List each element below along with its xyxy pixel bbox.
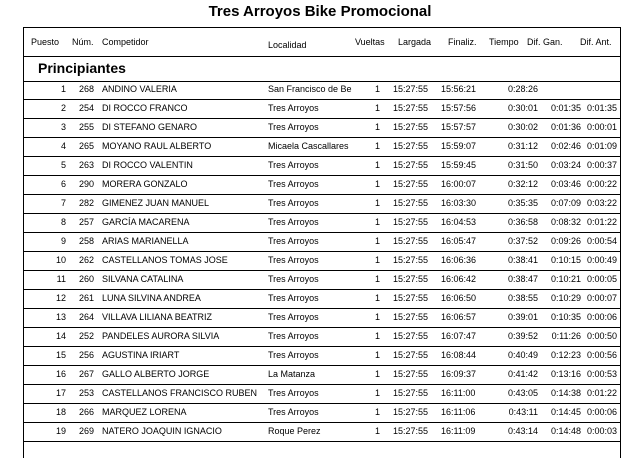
cell-number: 263 <box>78 160 94 170</box>
cell-finish: 15:56:21 <box>441 84 477 94</box>
cell-position: 18 <box>55 407 66 417</box>
table-row <box>24 176 620 195</box>
cell-gap-winner: 0:10:15 <box>550 255 581 265</box>
cell-number: 256 <box>78 350 94 360</box>
cell-laps: 1 <box>374 312 380 322</box>
cell-gap-winner: 0:01:35 <box>550 103 581 113</box>
cell-laps: 1 <box>374 274 380 284</box>
cell-start: 15:27:55 <box>393 331 429 341</box>
cell-locality: Tres Arroyos <box>268 179 319 189</box>
cell-competitor: LUNA SILVINA ANDREA <box>102 293 201 303</box>
cell-locality: Tres Arroyos <box>268 103 319 113</box>
cell-position: 8 <box>60 217 66 227</box>
table-row <box>24 328 620 347</box>
cell-laps: 1 <box>374 122 380 132</box>
cell-competitor: CASTELLANOS TOMAS JOSE <box>102 255 228 265</box>
cell-number: 265 <box>78 141 94 151</box>
cell-position: 15 <box>55 350 66 360</box>
cell-competitor: GIMENEZ JUAN MANUEL <box>102 198 210 208</box>
cell-number: 269 <box>78 426 94 436</box>
cell-time: 0:41:42 <box>507 369 538 379</box>
header-time: Tiempo <box>489 37 519 47</box>
cell-gap-previous: 0:01:09 <box>586 141 617 151</box>
cell-laps: 1 <box>374 236 380 246</box>
cell-start: 15:27:55 <box>393 236 429 246</box>
cell-finish: 15:57:56 <box>441 103 477 113</box>
cell-gap-previous: 0:00:56 <box>586 350 617 360</box>
cell-start: 15:27:55 <box>393 84 429 94</box>
cell-time: 0:38:47 <box>507 274 538 284</box>
table-row <box>24 233 620 252</box>
cell-locality: Micaela Cascallares <box>268 141 349 151</box>
cell-number: 268 <box>78 84 94 94</box>
cell-locality: Tres Arroyos <box>268 217 319 227</box>
cell-time: 0:30:02 <box>507 122 538 132</box>
table-row <box>24 271 620 290</box>
cell-locality: Roque Perez <box>268 426 321 436</box>
cell-start: 15:27:55 <box>393 426 429 436</box>
cell-finish: 15:59:45 <box>441 160 477 170</box>
cell-locality: San Francisco de Be <box>268 84 352 94</box>
cell-time: 0:40:49 <box>507 350 538 360</box>
cell-time: 0:39:01 <box>507 312 538 322</box>
cell-gap-previous: 0:00:06 <box>586 312 617 322</box>
cell-gap-previous: 0:00:54 <box>586 236 617 246</box>
cell-time: 0:31:12 <box>507 141 538 151</box>
cell-start: 15:27:55 <box>393 160 429 170</box>
table-row <box>24 119 620 138</box>
cell-position: 12 <box>55 293 66 303</box>
header-competitor: Competidor <box>102 37 149 47</box>
cell-laps: 1 <box>374 331 380 341</box>
results-table <box>23 27 621 458</box>
cell-position: 11 <box>56 274 66 284</box>
cell-competitor: NATERO JOAQUIN IGNACIO <box>102 426 222 436</box>
category-label: Principiantes <box>38 60 126 76</box>
cell-time: 0:32:12 <box>507 179 538 189</box>
cell-laps: 1 <box>374 198 380 208</box>
cell-position: 4 <box>60 141 66 151</box>
cell-position: 3 <box>60 122 66 132</box>
cell-laps: 1 <box>374 217 380 227</box>
cell-laps: 1 <box>374 407 380 417</box>
cell-number: 254 <box>78 103 94 113</box>
cell-finish: 15:57:57 <box>441 122 477 132</box>
cell-gap-winner: 0:09:26 <box>550 236 581 246</box>
cell-gap-winner: 0:10:21 <box>550 274 581 284</box>
cell-position: 19 <box>55 426 66 436</box>
cell-locality: Tres Arroyos <box>268 312 319 322</box>
cell-laps: 1 <box>374 293 380 303</box>
table-row <box>24 366 620 385</box>
cell-gap-previous: 0:03:22 <box>586 198 617 208</box>
table-row <box>24 404 620 423</box>
cell-locality: Tres Arroyos <box>268 255 319 265</box>
header-number: Núm. <box>72 37 94 47</box>
cell-gap-winner: 0:11:26 <box>551 331 581 341</box>
cell-finish: 16:09:37 <box>441 369 477 379</box>
cell-gap-previous: 0:00:22 <box>586 179 617 189</box>
cell-laps: 1 <box>374 160 380 170</box>
cell-time: 0:43:14 <box>507 426 538 436</box>
cell-position: 13 <box>55 312 66 322</box>
cell-gap-previous: 0:00:07 <box>586 293 617 303</box>
cell-finish: 16:05:47 <box>441 236 477 246</box>
cell-start: 15:27:55 <box>393 369 429 379</box>
cell-competitor: VILLAVA LILIANA BEATRIZ <box>102 312 213 322</box>
cell-competitor: MORERA GONZALO <box>102 179 188 189</box>
table-body <box>24 81 620 442</box>
cell-time: 0:39:52 <box>507 331 538 341</box>
cell-locality: Tres Arroyos <box>268 350 319 360</box>
cell-start: 15:27:55 <box>393 388 429 398</box>
cell-gap-previous: 0:00:49 <box>586 255 617 265</box>
cell-finish: 16:06:42 <box>441 274 477 284</box>
cell-time: 0:31:50 <box>507 160 538 170</box>
cell-finish: 16:03:30 <box>441 198 477 208</box>
cell-gap-previous: 0:00:05 <box>586 274 617 284</box>
cell-locality: Tres Arroyos <box>268 407 319 417</box>
cell-time: 0:43:11 <box>508 407 538 417</box>
header-gap-previous: Dif. Ant. <box>580 37 612 47</box>
table-row <box>24 385 620 404</box>
cell-competitor: DI STEFANO GENARO <box>102 122 198 132</box>
table-row <box>24 290 620 309</box>
cell-position: 6 <box>60 179 66 189</box>
cell-gap-winner: 0:14:38 <box>550 388 581 398</box>
category-heading <box>24 56 620 82</box>
cell-competitor: GALLO ALBERTO JORGE <box>102 369 210 379</box>
cell-gap-winner: 0:12:23 <box>550 350 581 360</box>
cell-number: 255 <box>78 122 94 132</box>
cell-locality: Tres Arroyos <box>268 160 319 170</box>
cell-start: 15:27:55 <box>393 103 429 113</box>
header-gap-winner: Dif. Gan. <box>527 37 563 47</box>
cell-gap-winner: 0:13:16 <box>550 369 581 379</box>
cell-start: 15:27:55 <box>393 217 429 227</box>
cell-competitor: DI ROCCO VALENTIN <box>102 160 193 170</box>
cell-locality: Tres Arroyos <box>268 388 319 398</box>
cell-position: 1 <box>60 84 66 94</box>
cell-position: 16 <box>55 369 66 379</box>
table-row <box>24 423 620 442</box>
cell-gap-previous: 0:01:35 <box>586 103 617 113</box>
cell-laps: 1 <box>374 179 380 189</box>
cell-number: 266 <box>78 407 94 417</box>
cell-gap-winner: 0:08:32 <box>550 217 581 227</box>
cell-competitor: GARCÍA MACARENA <box>102 217 190 227</box>
cell-competitor: AGUSTINA IRIART <box>102 350 180 360</box>
cell-time: 0:30:01 <box>507 103 538 113</box>
cell-laps: 1 <box>374 141 380 151</box>
cell-start: 15:27:55 <box>393 198 429 208</box>
table-row <box>24 347 620 366</box>
cell-finish: 15:59:07 <box>441 141 477 151</box>
cell-gap-winner: 0:03:46 <box>550 179 581 189</box>
table-header <box>24 28 620 56</box>
table-row <box>24 157 620 176</box>
header-start: Largada <box>398 37 432 47</box>
cell-laps: 1 <box>374 426 380 436</box>
cell-position: 9 <box>60 236 66 246</box>
cell-locality: Tres Arroyos <box>268 274 319 284</box>
cell-gap-previous: 0:00:06 <box>586 407 617 417</box>
cell-laps: 1 <box>374 103 380 113</box>
cell-start: 15:27:55 <box>393 141 429 151</box>
cell-gap-winner: 0:03:24 <box>550 160 581 170</box>
cell-gap-winner: 0:14:48 <box>550 426 581 436</box>
header-laps: Vueltas <box>355 37 385 47</box>
cell-competitor: ARIAS MARIANELLA <box>102 236 189 246</box>
cell-start: 15:27:55 <box>393 122 429 132</box>
cell-finish: 16:11:09 <box>441 426 476 436</box>
cell-time: 0:37:52 <box>507 236 538 246</box>
cell-number: 261 <box>78 293 94 303</box>
cell-number: 267 <box>78 369 94 379</box>
table-row <box>24 195 620 214</box>
cell-gap-previous: 0:00:53 <box>586 369 617 379</box>
cell-gap-winner: 0:01:36 <box>550 122 581 132</box>
page-title: Tres Arroyos Bike Promocional <box>208 3 432 20</box>
table-row <box>24 100 620 119</box>
table-row <box>24 81 620 100</box>
cell-gap-winner: 0:10:29 <box>550 293 581 303</box>
cell-competitor: MOYANO RAUL ALBERTO <box>102 141 212 151</box>
cell-competitor: PANDELES AURORA SILVIA <box>102 331 220 341</box>
cell-finish: 16:06:36 <box>441 255 477 265</box>
cell-locality: La Matanza <box>268 369 316 379</box>
cell-finish: 16:06:50 <box>441 293 477 303</box>
cell-competitor: MARQUEZ LORENA <box>102 407 187 417</box>
cell-gap-previous: 0:00:01 <box>586 122 617 132</box>
cell-locality: Tres Arroyos <box>268 236 319 246</box>
cell-gap-winner: 0:02:46 <box>550 141 581 151</box>
cell-competitor: CASTELLANOS FRANCISCO RUBEN <box>102 388 258 398</box>
cell-time: 0:28:26 <box>507 84 538 94</box>
cell-laps: 1 <box>374 255 380 265</box>
cell-number: 282 <box>78 198 94 208</box>
cell-laps: 1 <box>374 84 380 94</box>
cell-start: 15:27:55 <box>393 350 429 360</box>
cell-locality: Tres Arroyos <box>268 198 319 208</box>
table-row <box>24 252 620 271</box>
cell-number: 257 <box>78 217 94 227</box>
cell-laps: 1 <box>374 369 380 379</box>
cell-position: 5 <box>60 160 66 170</box>
cell-locality: Tres Arroyos <box>268 293 319 303</box>
cell-gap-previous: 0:00:50 <box>586 331 617 341</box>
cell-position: 2 <box>60 103 66 113</box>
cell-competitor: SILVANA CATALINA <box>102 274 184 284</box>
cell-gap-winner: 0:10:35 <box>550 312 581 322</box>
cell-time: 0:36:58 <box>507 217 538 227</box>
cell-time: 0:43:05 <box>507 388 538 398</box>
cell-start: 15:27:55 <box>393 407 429 417</box>
cell-finish: 16:07:47 <box>441 331 477 341</box>
cell-laps: 1 <box>374 388 380 398</box>
cell-locality: Tres Arroyos <box>268 122 319 132</box>
cell-position: 17 <box>55 388 66 398</box>
table-row <box>24 214 620 233</box>
cell-finish: 16:11:06 <box>441 407 476 417</box>
cell-position: 7 <box>60 198 66 208</box>
cell-number: 262 <box>78 255 94 265</box>
cell-number: 252 <box>78 331 94 341</box>
cell-time: 0:35:35 <box>507 198 538 208</box>
table-row <box>24 138 620 157</box>
cell-finish: 16:00:07 <box>441 179 477 189</box>
cell-gap-previous: 0:01:22 <box>586 217 617 227</box>
cell-start: 15:27:55 <box>393 179 429 189</box>
cell-number: 264 <box>78 312 94 322</box>
header-locality: Localidad <box>268 40 307 50</box>
cell-number: 253 <box>78 388 94 398</box>
cell-start: 15:27:55 <box>393 255 429 265</box>
table-row <box>24 309 620 328</box>
cell-competitor: DI ROCCO FRANCO <box>102 103 188 113</box>
cell-gap-previous: 0:00:03 <box>586 426 617 436</box>
cell-gap-previous: 0:01:22 <box>586 388 617 398</box>
cell-start: 15:27:55 <box>393 293 429 303</box>
cell-position: 14 <box>55 331 66 341</box>
cell-time: 0:38:41 <box>507 255 538 265</box>
cell-position: 10 <box>55 255 66 265</box>
cell-number: 258 <box>78 236 94 246</box>
cell-finish: 16:08:44 <box>441 350 477 360</box>
cell-gap-previous: 0:00:37 <box>586 160 617 170</box>
cell-finish: 16:11:00 <box>441 388 476 398</box>
cell-locality: Tres Arroyos <box>268 331 319 341</box>
cell-competitor: ANDINO VALERIA <box>102 84 177 94</box>
header-finish: Finaliz. <box>448 37 477 47</box>
cell-number: 290 <box>78 179 94 189</box>
header-position: Puesto <box>31 37 60 47</box>
cell-start: 15:27:55 <box>393 274 429 284</box>
cell-finish: 16:04:53 <box>441 217 477 227</box>
cell-gap-winner: 0:07:09 <box>550 198 581 208</box>
cell-finish: 16:06:57 <box>441 312 477 322</box>
cell-gap-winner: 0:14:45 <box>550 407 581 417</box>
cell-time: 0:38:55 <box>507 293 538 303</box>
cell-laps: 1 <box>374 350 380 360</box>
cell-start: 15:27:55 <box>393 312 429 322</box>
cell-number: 260 <box>78 274 94 284</box>
